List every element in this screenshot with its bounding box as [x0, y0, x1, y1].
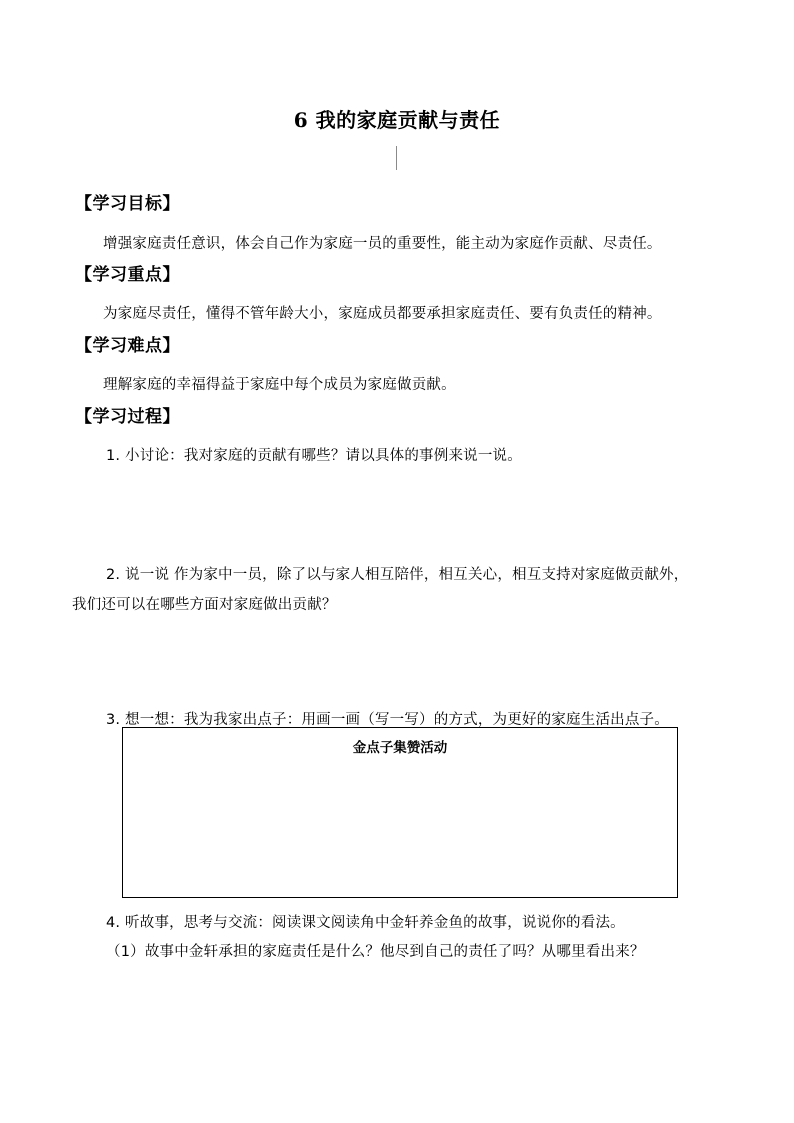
question-4-sub-1: （1）故事中金轩承担的家庭责任是什么？他尽到自己的责任了吗？从哪里看出来？	[106, 944, 645, 960]
question-3: 3. 想一想：我为我家出点子：用画一画（写一写）的方式，为更好的家庭生活出点子。	[106, 712, 669, 728]
idea-activity-box	[122, 727, 678, 898]
activity-box-title: 金点子集赞活动	[352, 740, 448, 756]
heading-key-point: 【学习重点】	[75, 265, 180, 285]
difficulty-text: 理解家庭的幸福得益于家庭中每个成员为家庭做贡献。	[103, 377, 456, 393]
key-point-text: 为家庭尽责任，懂得不管年龄大小，家庭成员都要承担家庭责任、要有负责任的精神。	[103, 306, 662, 322]
question-2-line-2: 我们还可以在哪些方面对家庭做出贡献？	[72, 597, 337, 613]
text-cursor	[396, 146, 397, 170]
heading-goal: 【学习目标】	[75, 194, 180, 214]
goal-text: 增强家庭责任意识，体会自己作为家庭一员的重要性，能主动为家庭作贡献、尽责任。	[103, 236, 662, 252]
heading-process: 【学习过程】	[75, 407, 180, 427]
question-2-line-1: 2. 说一说 作为家中一员，除了以与家人相互陪伴，相互关心，相互支持对家庭做贡献外，	[106, 567, 689, 583]
heading-difficulty: 【学习难点】	[75, 336, 180, 356]
question-4: 4. 听故事，思考与交流：阅读课文阅读角中金轩养金鱼的故事，说说你的看法。	[106, 915, 625, 931]
page-title: 6 我的家庭贡献与责任	[293, 108, 501, 132]
question-1: 1. 小讨论：我对家庭的贡献有哪些？请以具体的事例来说一说。	[106, 448, 522, 464]
